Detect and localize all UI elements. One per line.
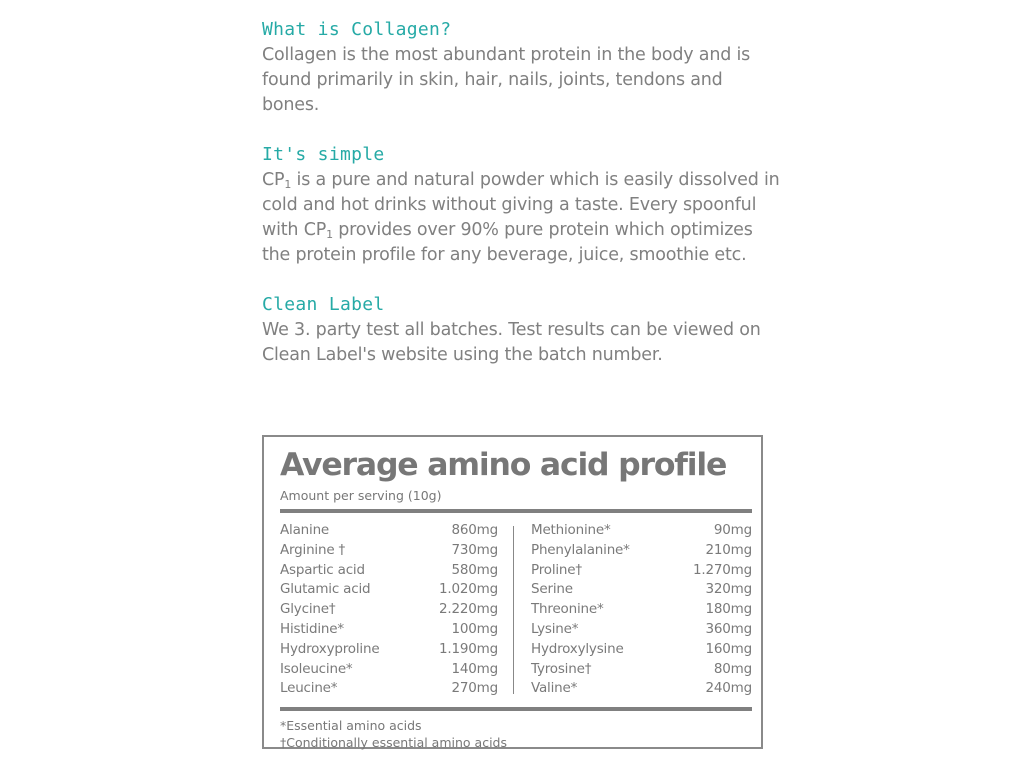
amino-acid-amount: 160mg: [705, 640, 752, 657]
amino-acid-row: [531, 600, 752, 620]
amino-acid-amount: 360mg: [705, 620, 752, 637]
amino-acid-amount: 320mg: [705, 581, 752, 598]
amino-acid-amount: 1.190mg: [439, 640, 498, 657]
amino-column-left: [280, 521, 498, 699]
amino-acid-table: [280, 521, 752, 707]
amino-acid-name: Hydroxyproline: [280, 640, 380, 657]
column-divider: [513, 526, 514, 694]
amino-acid-row: [280, 620, 498, 640]
amino-acid-amount: 180mg: [705, 601, 752, 618]
amino-acid-row: [531, 541, 752, 561]
amino-acid-amount: 210mg: [705, 541, 752, 558]
section-heading: It's simple: [262, 144, 385, 165]
amino-acid-amount: 580mg: [451, 561, 498, 578]
amino-acid-row: [531, 620, 752, 640]
profile-title: Average amino acid profile: [280, 447, 727, 483]
section-paragraph: Collagen is the most abundant protein in the body and is found primarily in skin, hair, nails, joints, tendons and bones.: [262, 45, 751, 115]
amino-acid-row: [280, 660, 498, 680]
info-sections: [262, 17, 782, 392]
footnote-essential: *Essential amino acids: [280, 718, 422, 733]
amino-acid-name: Glutamic acid: [280, 581, 371, 598]
amino-acid-amount: 80mg: [713, 660, 752, 677]
amino-acid-name: Isoleucine*: [280, 660, 353, 677]
amino-acid-name: Valine*: [531, 680, 578, 697]
amino-acid-amount: 1.020mg: [439, 581, 498, 598]
amino-acid-row: [531, 521, 752, 541]
amino-acid-name: Aspartic acid: [280, 561, 365, 578]
amino-acid-amount: 240mg: [705, 680, 752, 697]
amino-acid-amount: 860mg: [451, 522, 498, 538]
amino-acid-name: Alanine: [280, 522, 330, 538]
section-its-simple: [262, 142, 782, 268]
amino-acid-row: [280, 541, 498, 561]
amino-acid-row: [531, 561, 752, 581]
amino-acid-amount: 730mg: [451, 541, 498, 558]
amino-acid-amount: 2.220mg: [439, 601, 498, 618]
amino-acid-name: Tyrosine†: [531, 660, 592, 677]
amino-acid-amount: 140mg: [451, 660, 498, 677]
amino-acid-name: Hydroxylysine: [531, 640, 624, 657]
amino-acid-row: [280, 580, 498, 600]
amino-acid-amount: 270mg: [451, 680, 498, 697]
amino-acid-name: Proline†: [531, 561, 582, 578]
amino-acid-row: [531, 679, 752, 699]
amino-acid-row: [280, 679, 498, 699]
amino-acid-amount: 100mg: [451, 620, 498, 637]
section-paragraph: We 3. party test all batches. Test results can be viewed on Clean Label's website using the batch number.: [262, 320, 761, 365]
amino-acid-name: Lysine*: [531, 620, 579, 637]
amino-acid-name: Methionine*: [531, 522, 611, 538]
amino-acid-name: Arginine †: [280, 541, 346, 558]
amino-acid-name: Serine: [531, 581, 573, 598]
amino-acid-name: Histidine*: [280, 620, 344, 637]
amino-acid-amount: 1.270mg: [693, 561, 752, 578]
profile-inner: [280, 445, 752, 751]
amino-column-right: [531, 521, 752, 699]
section-clean-label: [262, 292, 782, 368]
amino-acid-row: [280, 640, 498, 660]
amino-acid-row: [280, 521, 498, 541]
amino-acid-row: [531, 640, 752, 660]
amino-acid-name: Threonine*: [531, 601, 604, 618]
section-heading: What is Collagen?: [262, 19, 452, 40]
serving-size-label: Amount per serving (10g): [280, 488, 442, 503]
amino-acid-name: Glycine†: [280, 601, 336, 618]
amino-acid-row: [280, 600, 498, 620]
divider-top: [280, 509, 752, 513]
amino-acid-row: [280, 561, 498, 581]
amino-acid-profile-box: [262, 435, 763, 749]
amino-acid-amount: 90mg: [713, 522, 752, 538]
amino-acid-name: Leucine*: [280, 680, 338, 697]
footnotes: [280, 717, 752, 751]
section-what-is-collagen: [262, 17, 782, 118]
amino-acid-row: [531, 660, 752, 680]
section-paragraph: $CP_1$ is a pure and natural powder which is easily dissolved in cold and hot drinks without giving a taste. Every spoonful with $CP_1$ provides over 90% pure protein which optimizes the protein profile for any beverage, juice, smoothie etc.: [262, 170, 780, 265]
section-heading: Clean Label: [262, 294, 385, 315]
footnote-conditional: †Conditionally essential amino acids: [280, 735, 507, 750]
amino-acid-name: Phenylalanine*: [531, 541, 630, 558]
amino-acid-row: [531, 580, 752, 600]
divider-bottom: [280, 707, 752, 711]
